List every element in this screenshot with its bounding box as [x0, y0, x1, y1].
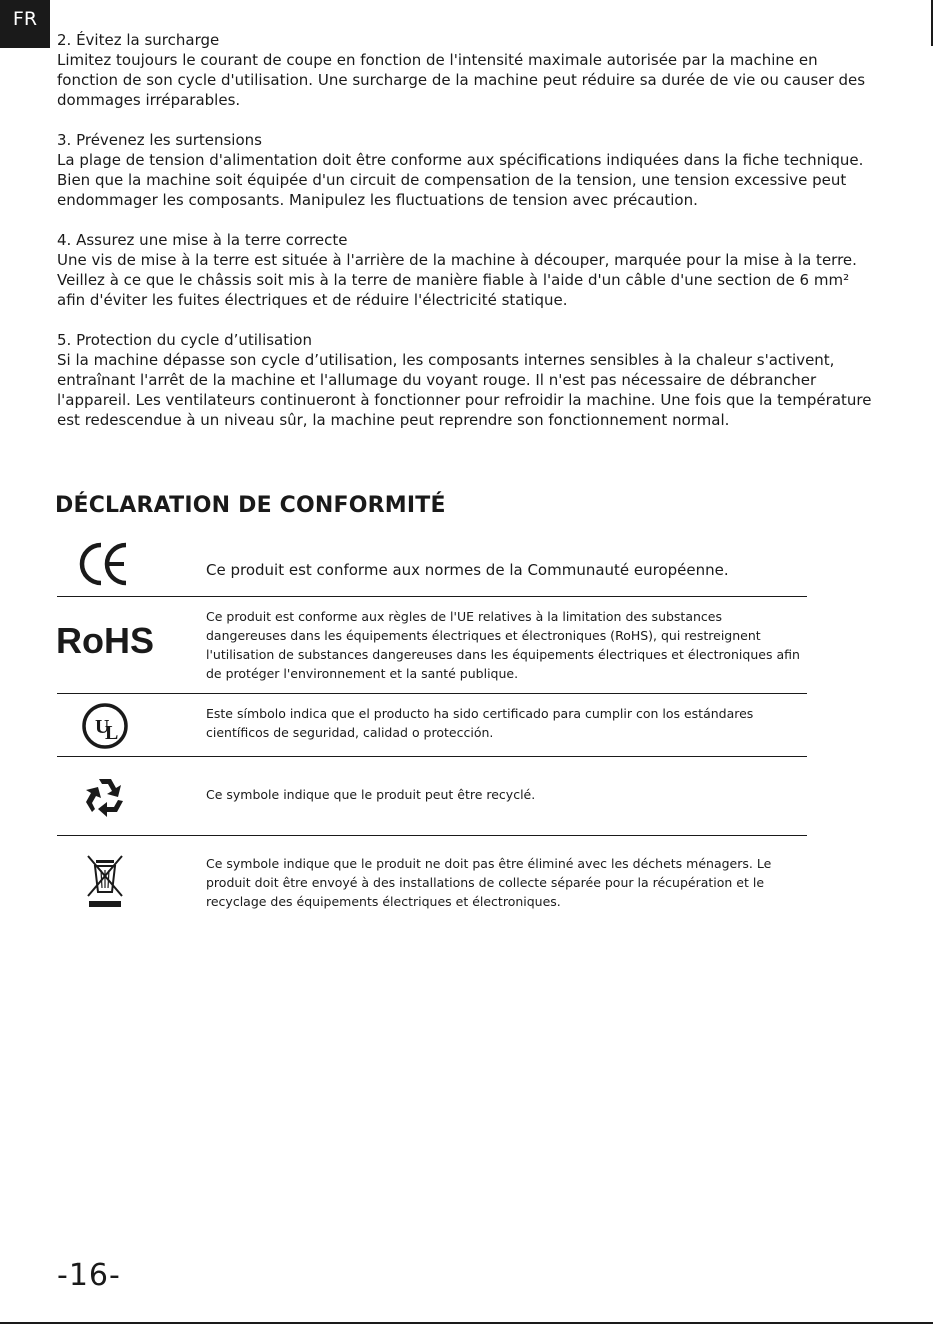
declaration-heading: DÉCLARATION DE CONFORMITÉ — [55, 493, 446, 518]
section-overload — [57, 30, 875, 110]
declaration-row — [57, 694, 807, 757]
section-overvoltage — [57, 130, 875, 210]
svg-text:U: U — [95, 716, 110, 738]
ce-mark-icon — [57, 542, 153, 586]
weee-crossed-bin-icon — [57, 854, 153, 910]
section-body: La plage de tension d'alimentation doit être conforme aux spécifications indiquées dans la fiche technique. Bien que la machine soit équipée d'un circuit de compensation de la tension, une tension excessive peut endommager les composants. Manipulez les fluctuations de tension avec précaution. — [57, 151, 864, 209]
language-tab-label: FR — [12, 8, 38, 30]
declaration-row — [57, 836, 807, 926]
declaration-text: Ce symbole indique que le produit peut être recyclé. — [206, 787, 536, 802]
declaration-row — [57, 530, 807, 597]
declaration-table — [57, 530, 807, 926]
section-duty-cycle — [57, 330, 875, 430]
section-grounding — [57, 230, 875, 310]
section-title: 5. Protection du cycle d’utilisation — [57, 331, 312, 349]
declaration-text: Este símbolo indica que el producto ha sido certificado para cumplir con los estándares científicos de seguridad, calidad o protección. — [206, 706, 754, 740]
section-body: Si la machine dépasse son cycle d’utilisation, les composants internes sensibles à la chaleur s'activent, entraînant l'arrêt de la machine et l'allumage du voyant rouge. Il n'est pas nécessaire de débrancher l'appareil. Les ventilateurs continueront à fonctionner pour refroidir la machine. Une fois que la température est redescendue à un niveau sûr, la machine peut reprendre son fonctionnement normal. — [57, 351, 872, 429]
section-title: 4. Assurez une mise à la terre correcte — [57, 231, 348, 249]
declaration-row — [57, 757, 807, 836]
declaration-text: Ce produit est conforme aux règles de l'UE relatives à la limitation des substances dangereuses dans les équipements électriques et électroniques (RoHS), qui restreignent l'utilisation de substances dangereuses dans les équipements électriques et électroniques afin de protéger l'environnement et la santé publique. — [206, 609, 800, 681]
section-title: 2. Évitez la surcharge — [57, 31, 220, 49]
section-title: 3. Prévenez les surtensions — [57, 131, 262, 149]
declaration-text: Ce produit est conforme aux normes de la Communauté européenne. — [206, 561, 729, 579]
section-body: Limitez toujours le courant de coupe en fonction de l'intensité maximale autorisée par la machine en fonction de son cycle d'utilisation. Une surcharge de la machine peut réduire sa durée de vie ou causer des dommages irréparables. — [57, 51, 866, 109]
rohs-mark-icon — [57, 621, 153, 661]
rohs-mark-label: RoHS — [56, 620, 154, 661]
section-body: Une vis de mise à la terre est située à l'arrière de la machine à découper, marquée pour la mise à la terre. Veillez à ce que le châssis soit mis à la terre de manière fiable à l'aide d'un câble d'une section de 6 mm² afin d'éviter les fuites électriques et de réduire l'électricité statique. — [57, 251, 857, 309]
svg-text:L: L — [105, 722, 119, 744]
recycle-icon — [57, 775, 153, 819]
ul-mark-icon — [57, 702, 153, 750]
declaration-text: Ce symbole indique que le produit ne doit pas être éliminé avec les déchets ménagers. Le produit doit être envoyé à des installations de collecte séparée pour la récupération et le recyclage des équipements électriques et électroniques. — [206, 856, 772, 909]
language-tab — [0, 0, 50, 48]
page-number: -16- — [57, 1258, 121, 1293]
declaration-row — [57, 597, 807, 694]
